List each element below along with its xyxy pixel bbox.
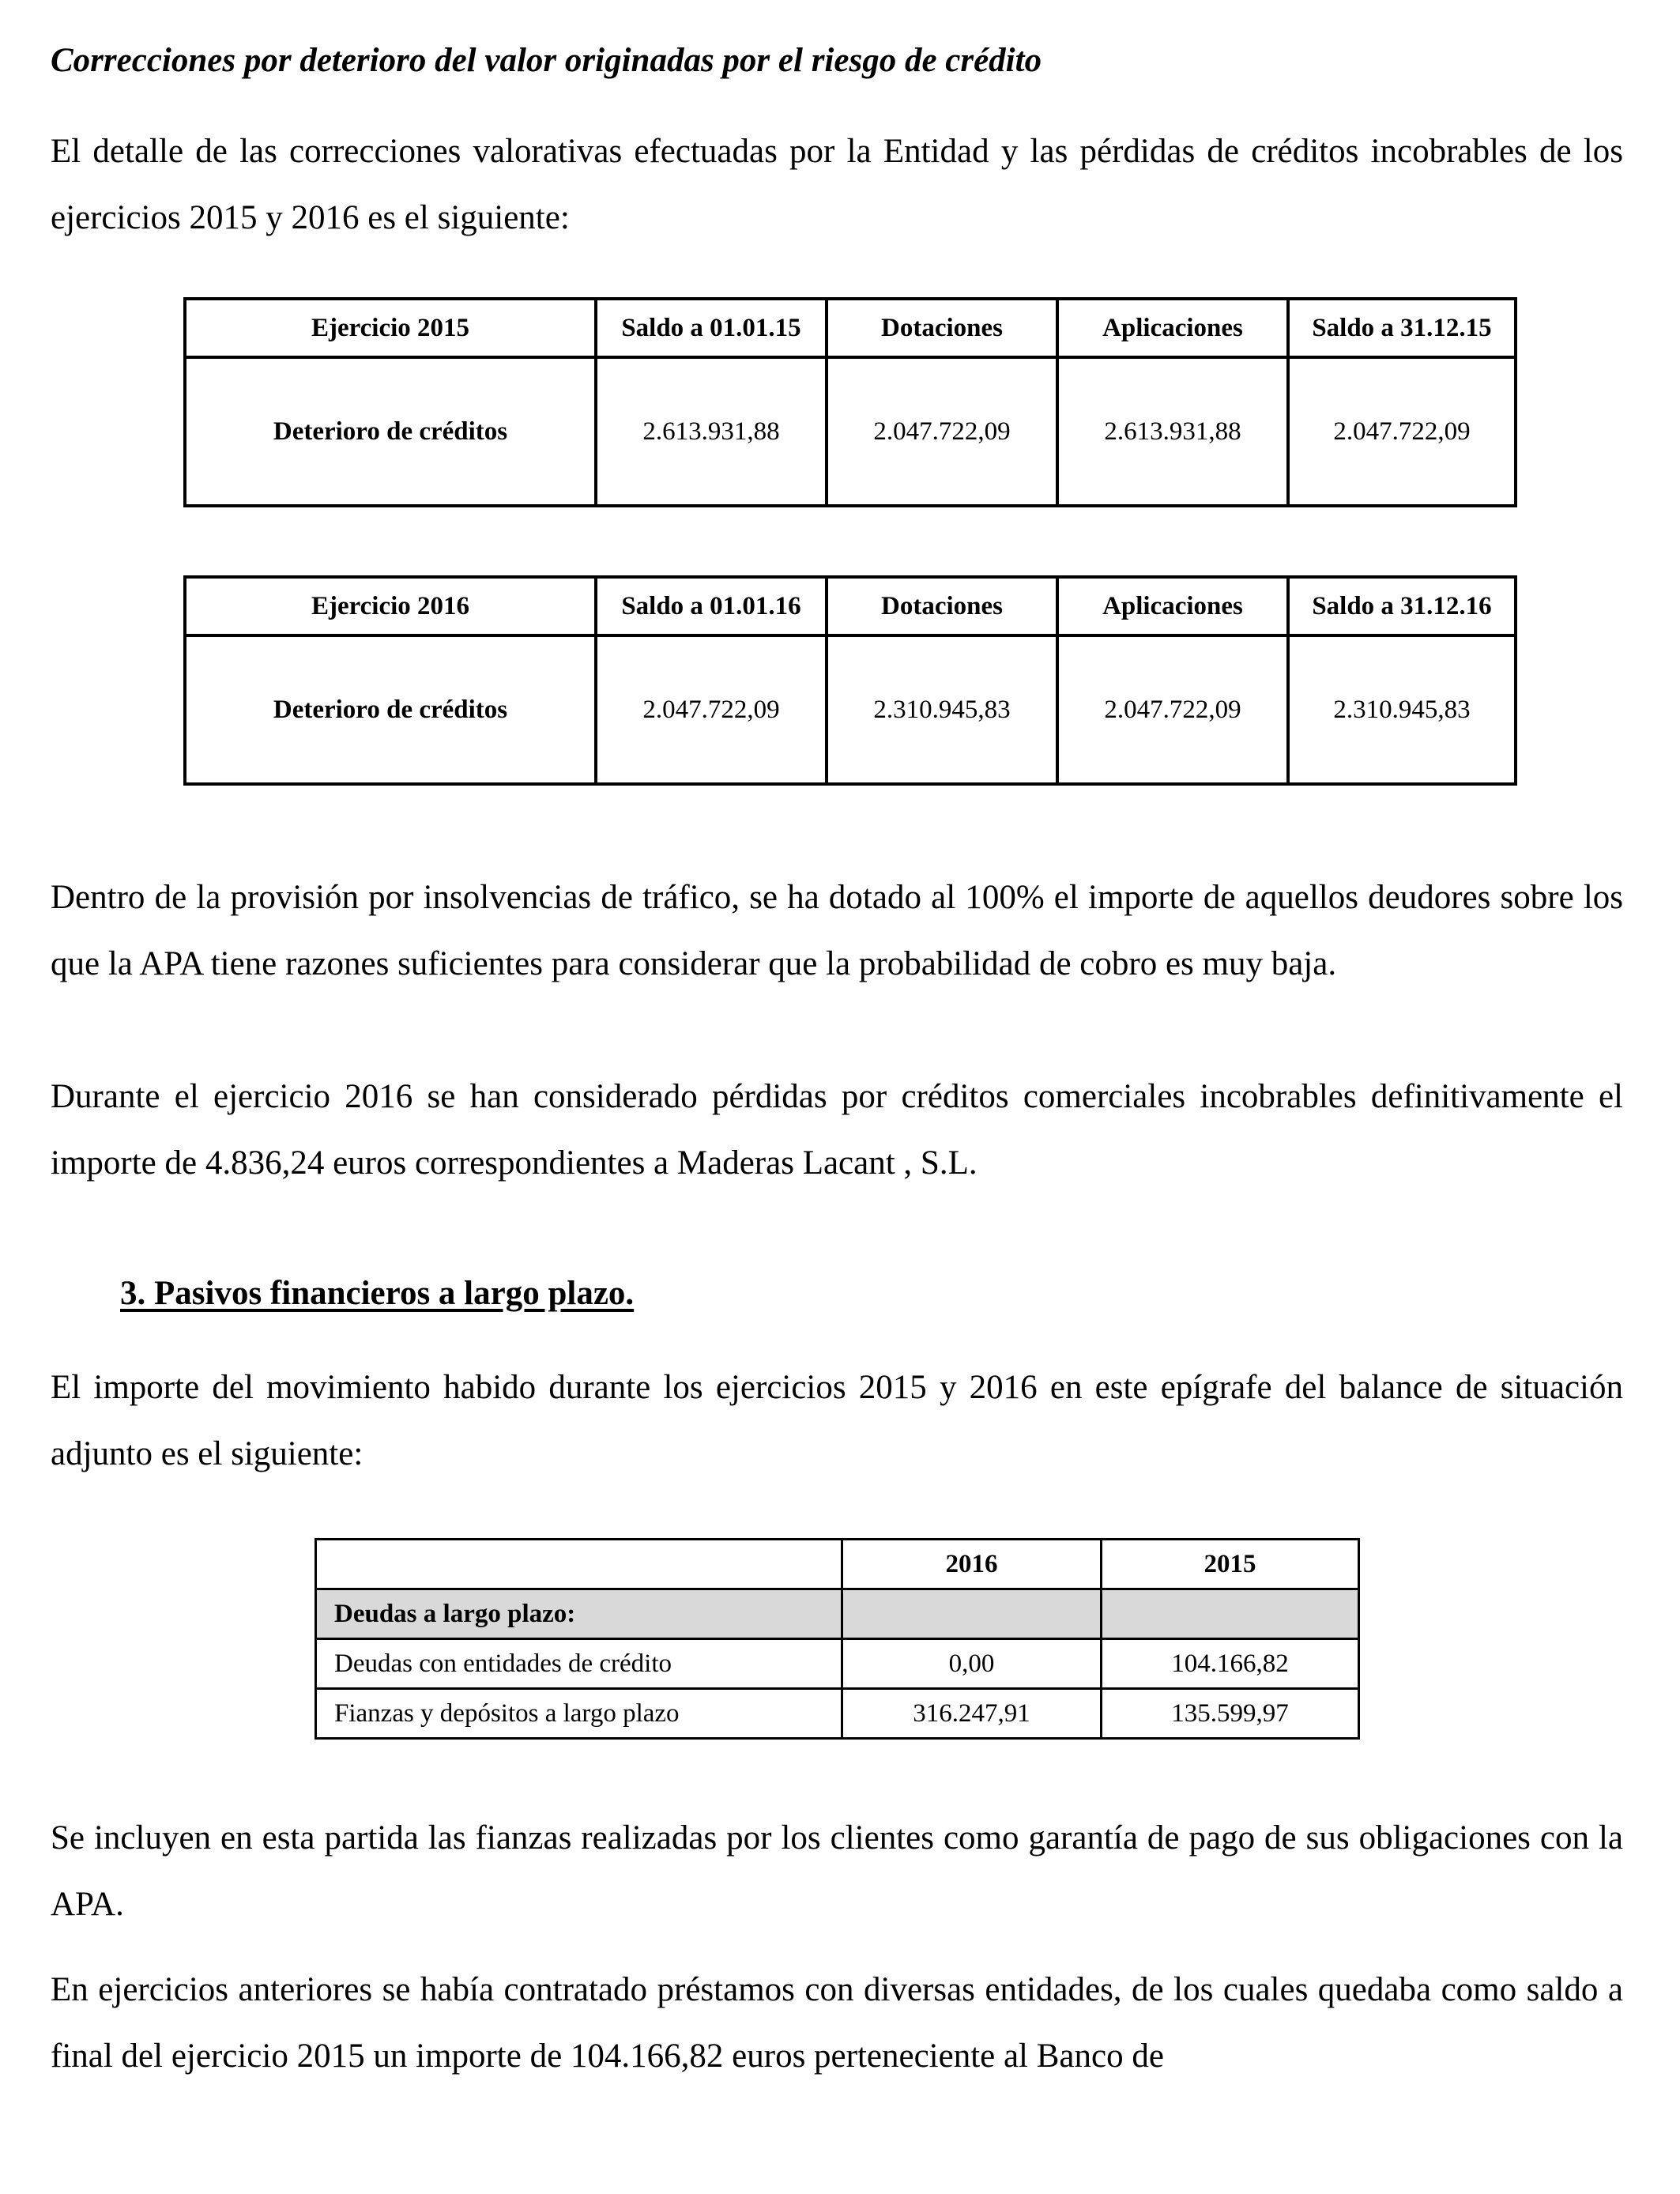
header-cell-2016: 2016 bbox=[842, 1540, 1102, 1589]
header-cell-2015: 2015 bbox=[1102, 1540, 1359, 1589]
table-cell: 316.247,91 bbox=[842, 1689, 1102, 1739]
loans-paragraph: En ejercicios anteriores se había contratado préstamos con diversas entidades, de los cuales quedaba como saldo a final del ejercicio 2015 un importe de 104.166,82 euros perteneciente al Banco de bbox=[51, 1971, 1623, 2075]
table-cell: 104.166,82 bbox=[1102, 1639, 1359, 1689]
section-title-long-term-liabilities: 3. Pasivos financieros a largo plazo. bbox=[120, 1275, 635, 1312]
table-cell: 2.047.722,09 bbox=[1288, 357, 1516, 506]
header-cell: Ejercicio 2016 bbox=[185, 577, 596, 635]
provision-paragraph: Dentro de la provisión por insolvencias de tráfico, se ha dotado al 100% el importe de aquellos deudores sobre los que la APA tiene razones suficientes para considerar que la probabilidad de cobro es muy baja. bbox=[51, 879, 1623, 982]
table-cell: 2.047.722,09 bbox=[596, 635, 827, 784]
table-cell: 2.613.931,88 bbox=[1057, 357, 1288, 506]
table-row bbox=[316, 1639, 1359, 1689]
guarantee-paragraph: Se incluyen en esta partida las fianzas realizadas por los clientes como garantía de pago de sus obligaciones con la APA. bbox=[51, 1819, 1623, 1923]
table-cell-empty bbox=[1102, 1589, 1359, 1639]
header-cell: Aplicaciones bbox=[1057, 299, 1288, 357]
group-row bbox=[316, 1589, 1359, 1639]
table-cell: 135.599,97 bbox=[1102, 1689, 1359, 1739]
row-label: Fianzas y depósitos a largo plazo bbox=[316, 1689, 842, 1739]
impairment-table-2016 bbox=[183, 575, 1517, 786]
row-label: Deterioro de créditos bbox=[185, 357, 596, 506]
header-cell: Dotaciones bbox=[827, 299, 1057, 357]
header-cell: Saldo a 31.12.16 bbox=[1288, 577, 1516, 635]
table-cell: 2.613.931,88 bbox=[596, 357, 827, 506]
long-term-debts-table bbox=[315, 1538, 1360, 1740]
header-cell: Aplicaciones bbox=[1057, 577, 1288, 635]
section-heading-credit-impairment: Correcciones por deterioro del valor originadas por el riesgo de crédito bbox=[51, 42, 1042, 79]
table-header-row bbox=[316, 1540, 1359, 1589]
header-cell: Saldo a 01.01.16 bbox=[596, 577, 827, 635]
table-cell: 2.310.945,83 bbox=[1288, 635, 1516, 784]
movement-paragraph: El importe del movimiento habido durante los ejercicios 2015 y 2016 en este epígrafe del balance de situación adjunto es el siguiente: bbox=[51, 1369, 1623, 1472]
table-cell: 2.047.722,09 bbox=[827, 357, 1057, 506]
table-header-row bbox=[185, 577, 1516, 635]
header-cell: Saldo a 01.01.15 bbox=[596, 299, 827, 357]
table-cell: 2.047.722,09 bbox=[1057, 635, 1288, 784]
table-row bbox=[316, 1689, 1359, 1739]
row-label: Deudas con entidades de crédito bbox=[316, 1639, 842, 1689]
table-row bbox=[185, 357, 1516, 506]
table-cell: 2.310.945,83 bbox=[827, 635, 1057, 784]
impairment-table-2015 bbox=[183, 297, 1517, 507]
header-cell: Dotaciones bbox=[827, 577, 1057, 635]
group-label: Deudas a largo plazo: bbox=[316, 1589, 842, 1639]
table-cell-empty bbox=[842, 1589, 1102, 1639]
intro-paragraph: El detalle de las correcciones valorativas efectuadas por la Entidad y las pérdidas de créditos incobrables de los ejercicios 2015 y 2016 es el siguiente: bbox=[51, 133, 1623, 236]
row-label: Deterioro de créditos bbox=[185, 635, 596, 784]
table-cell: 0,00 bbox=[842, 1639, 1102, 1689]
header-cell-empty bbox=[316, 1540, 842, 1589]
header-cell: Ejercicio 2015 bbox=[185, 299, 596, 357]
losses-paragraph: Durante el ejercicio 2016 se han considerado pérdidas por créditos comerciales incobrables definitivamente el importe de 4.836,24 euros correspondientes a Maderas Lacant , S.L. bbox=[51, 1078, 1623, 1182]
header-cell: Saldo a 31.12.15 bbox=[1288, 299, 1516, 357]
table-header-row bbox=[185, 299, 1516, 357]
table-row bbox=[185, 635, 1516, 784]
